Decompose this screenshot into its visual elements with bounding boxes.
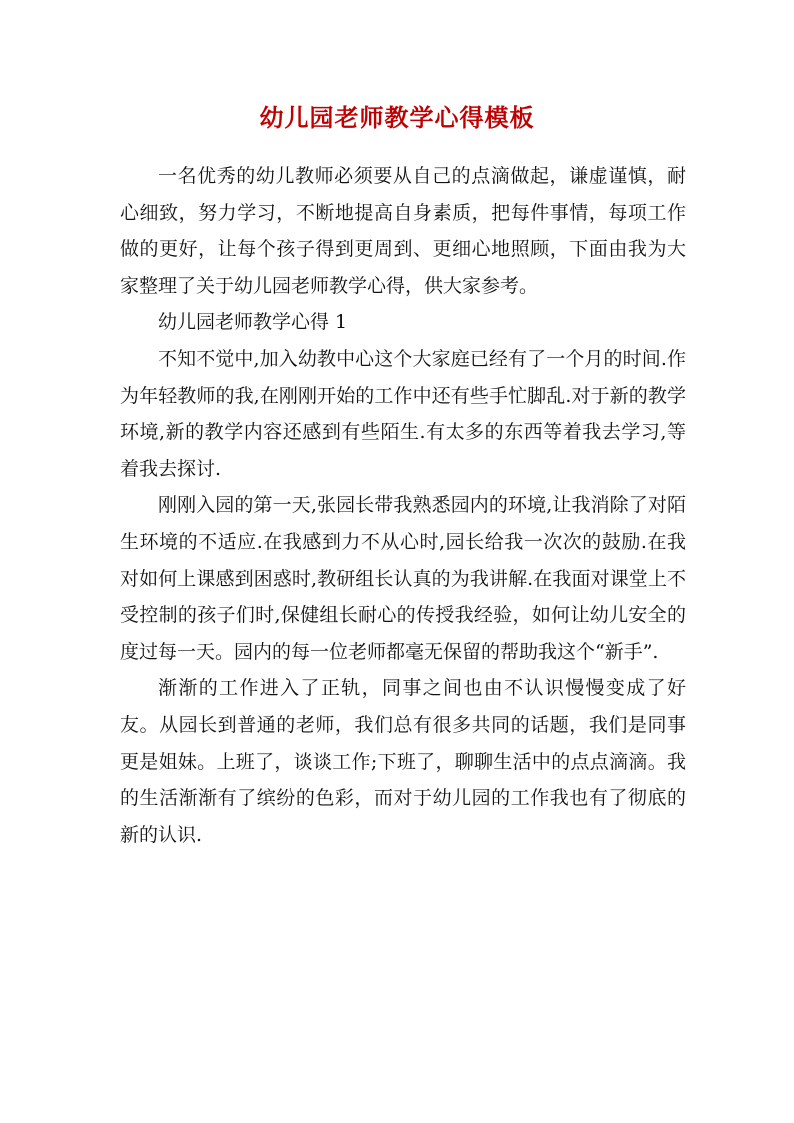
body-paragraph-3: 渐渐的工作进入了正轨，同事之间也由不认识慢慢变成了好友。从园长到普通的老师，我们总有很多共同的话题，我们是同事更是姐妹。上班了，谈谈工作;下班了，聊聊生活中的点点滴滴。我的生活渐渐有了缤纷的色彩，而对于幼儿园的工作我也有了彻底的新的认识. — [120, 677, 686, 846]
document-body — [120, 158, 686, 853]
body-paragraph-1: 不知不觉中,加入幼教中心这个大家庭已经有了一个月的时间.作为年轻教师的我,在刚刚开始的工作中还有些手忙脚乱.对于新的教学环境,新的教学内容还感到有些陌生.有太多的东西等着我去学习,等着我去探讨. — [120, 347, 686, 480]
body-paragraph-2: 刚刚入园的第一天,张园长带我熟悉园内的环境,让我消除了对陌生环境的不适应.在我感到力不从心时,园长给我一次次的鼓励.在我对如何上课感到困惑时,教研组长认真的为我讲解.在我面对课堂上不受控制的孩子们时,保健组长耐心的传授我经验，如何让幼儿安全的度过每一天。园内的每一位老师都毫无保留的帮助我这个“新手”. — [120, 494, 686, 663]
intro-paragraph: 一名优秀的幼儿教师必须要从自己的点滴做起，谦虚谨慎，耐心细致，努力学习，不断地提高自身素质，把每件事情，每项工作做的更好，让每个孩子得到更周到、更细心地照顾，下面由我为大家整理了关于幼儿园老师教学心得，供大家参考。 — [120, 165, 686, 297]
section-heading: 幼儿园老师教学心得 1 — [158, 311, 348, 334]
document-title: 幼儿园老师教学心得模板 — [259, 103, 535, 132]
